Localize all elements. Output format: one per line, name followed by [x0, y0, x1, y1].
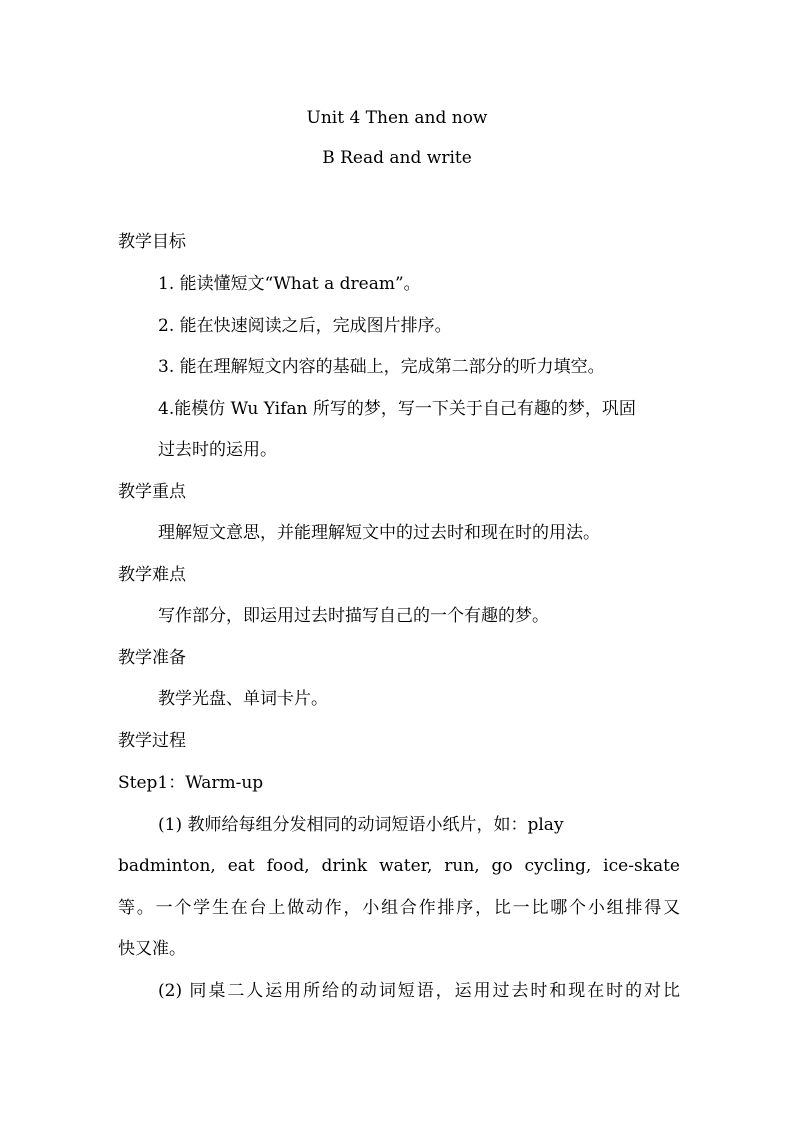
objectives-heading: 教学目标	[118, 232, 186, 252]
difficulties-text: 写作部分，即运用过去时描写自己的一个有趣的梦。	[158, 606, 549, 626]
difficulties-heading: 教学难点	[118, 565, 186, 585]
document-title: Unit 4 Then and now	[306, 108, 488, 128]
paragraph1-line-4: 快又准。	[118, 939, 186, 959]
key-points-text: 理解短文意思，并能理解短文中的过去时和现在时的用法。	[158, 523, 600, 543]
objective-item-3: 3. 能在理解短文内容的基础上，完成第二部分的听力填空。	[158, 357, 605, 377]
paragraph1-line-1: (1) 教师给每组分发相同的动词短语小纸片，如：play	[158, 815, 564, 835]
paragraph2-line-1: (2) 同桌二人运用所给的动词短语，运用过去时和现在时的对比	[158, 981, 680, 1001]
paragraph1-line-2: badminton, eat food, drink water, run, go cycling, ice-skate	[118, 856, 680, 876]
step1-heading: Step1：Warm-up	[118, 773, 264, 793]
preparation-heading: 教学准备	[118, 648, 186, 668]
document-subtitle: B Read and write	[322, 148, 472, 168]
objective-item-2: 2. 能在快速阅读之后，完成图片排序。	[158, 316, 452, 336]
process-heading: 教学过程	[118, 731, 186, 751]
paragraph1-line-3: 等。一个学生在台上做动作，小组合作排序，比一比哪个小组排得又	[118, 898, 680, 918]
objective-item-4: 4.能模仿 Wu Yifan 所写的梦，写一下关于自己有趣的梦，巩固	[158, 399, 636, 419]
objective-item-1: 1. 能读懂短文“What a dream”。	[158, 274, 421, 294]
key-points-heading: 教学重点	[118, 482, 186, 502]
preparation-text: 教学光盘、单词卡片。	[158, 689, 328, 709]
objective-item-4-continued: 过去时的运用。	[158, 440, 277, 460]
